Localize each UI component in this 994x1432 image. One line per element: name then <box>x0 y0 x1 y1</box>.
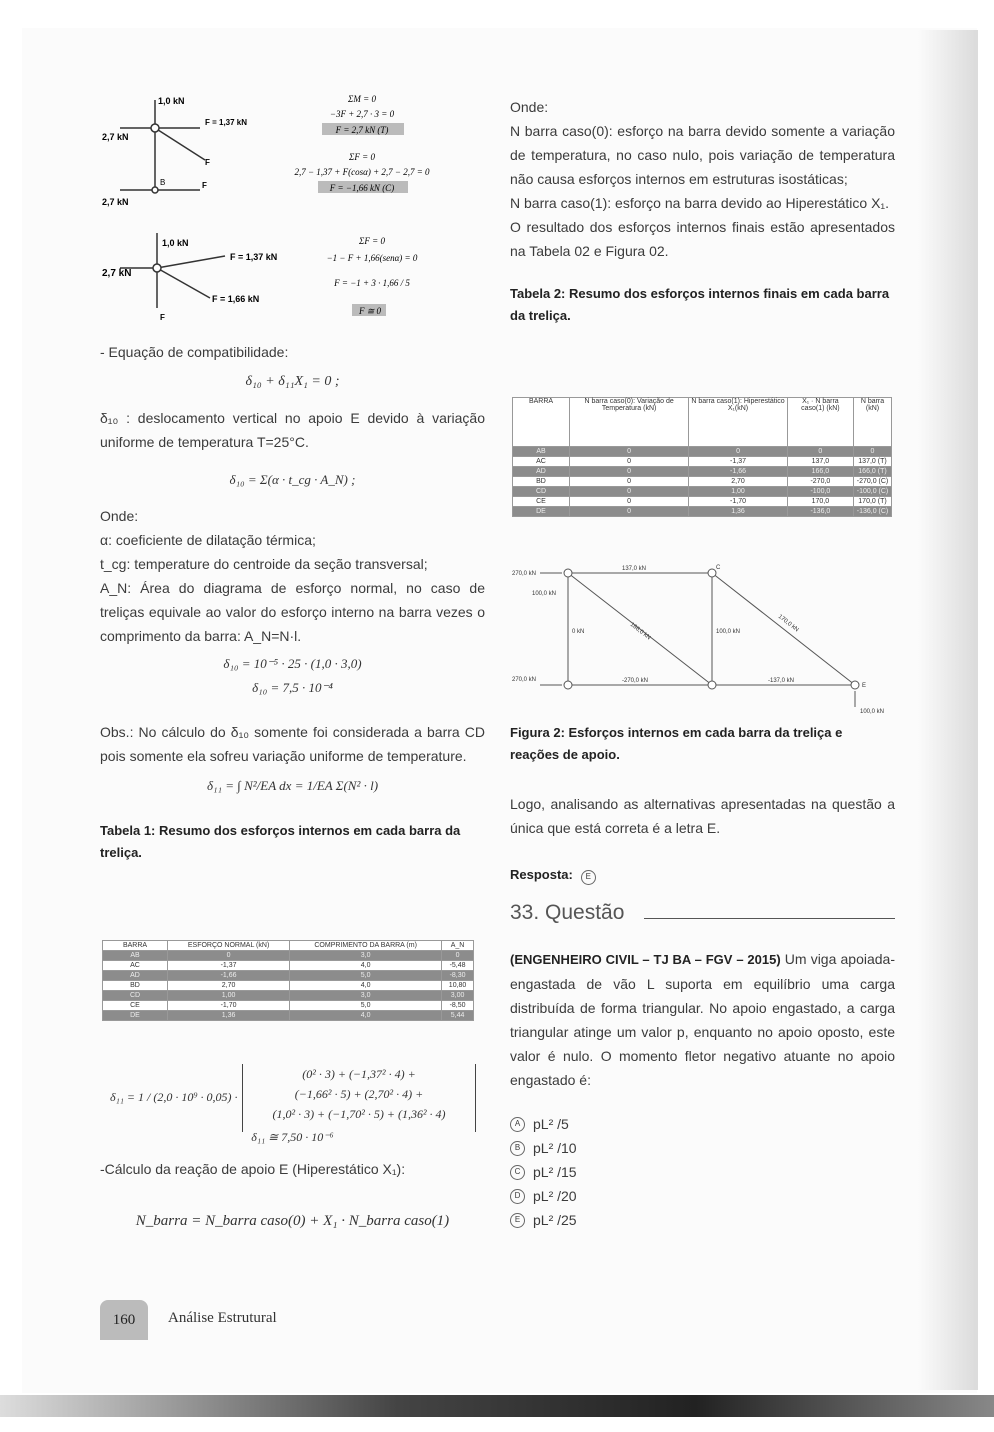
truss-diagram <box>510 555 900 715</box>
option-a[interactable] <box>510 1112 895 1136</box>
resposta-e-icon: E <box>581 870 596 885</box>
truss-label: 100,0 kN <box>532 591 557 597</box>
option-text: pL² /10 <box>533 1140 577 1156</box>
eq-delta10: δ₁₀ = Σ(α · t_cg · A_N) ; <box>229 472 356 487</box>
fig1-label-fad: F <box>205 158 210 167</box>
option-text: pL² /25 <box>533 1212 577 1228</box>
compat-intro: - Equação de compatibilidade: <box>100 344 289 360</box>
fig1-eq-2: −3F + 2,7 · 3 = 0 <box>329 109 395 119</box>
t2-header: N barra caso(1): Hiperestático X₁(kN) <box>689 398 788 447</box>
table2-title: Tabela 2: Resumo dos esforços internos finais em cada barra da treliça. <box>510 286 890 323</box>
onde-left: Onde: <box>100 508 139 524</box>
free-body-diagram-1 <box>100 90 500 220</box>
fig1-eq-5: 2,7 − 1,37 + F(cosα) + 2,7 − 2,7 = 0 <box>294 167 430 177</box>
truss-label: C <box>716 565 721 571</box>
options <box>510 1112 895 1232</box>
free-body-diagram-2 <box>100 228 500 328</box>
resposta-label: Resposta: <box>510 867 573 882</box>
truss-label: 166,0 kN <box>628 621 652 642</box>
option-letter-icon: E <box>510 1213 525 1228</box>
eq-big-bracket <box>242 1064 476 1132</box>
questao-title: 33. Questão <box>510 901 625 924</box>
right-column <box>510 95 895 327</box>
table-row: BD 0 2,70 -270,0 -270,0 (C) <box>513 477 892 487</box>
truss-label: -270,0 kN <box>622 678 649 684</box>
truss-label: E <box>862 683 867 689</box>
truss-label: 270,0 kN <box>512 677 537 683</box>
n0-def: N barra caso(0): esforço na barra devido somente a variação de temperatura, no caso nulo, pois variação de temperatura não causa esforços internos em estruturas isostáticas; <box>510 123 895 187</box>
eq-final: N_barra = N_barra caso(0) + X₁ · N_barra caso(1) <box>135 1213 450 1229</box>
an-def: A_N: Área do diagrama de esforço normal, no caso de treliças equivale ao valor do esforço interno na barra vezes o comprimento da barra: A_N=N·l. <box>100 580 485 644</box>
n1-def: N barra caso(1): esforço na barra devido ao Hiperestático X₁. <box>510 195 890 211</box>
left-column-bottom <box>100 1125 485 1233</box>
fig1-label-fac: F = 1,37 kN <box>205 118 248 127</box>
truss-label: 100,0 kN <box>860 709 885 715</box>
table-row: CD 0 1,00 -100,0 -100,0 (C) <box>513 487 892 497</box>
eq-big-rhs-line: (0² · 3) + (−1,37² · 4) + <box>302 1067 416 1081</box>
fig2-eq-1: ΣF = 0 <box>359 236 385 246</box>
truss-label: 137,0 kN <box>622 566 647 572</box>
option-e[interactable] <box>510 1208 895 1232</box>
fig1-eq-1: ΣM = 0 <box>348 94 376 104</box>
fig1-label-27kN-bottom: 2,7 kN <box>102 197 129 207</box>
t2-header: X₁ · N barra caso(1) (kN) <box>787 398 853 447</box>
truss-label: 100,0 kN <box>716 629 741 635</box>
truss-label: 270,0 kN <box>512 571 537 577</box>
eq-calc1: δ₁₀ = 10⁻⁵ · 25 · (1,0 · 3,0) <box>223 656 362 671</box>
logo-text: Logo, analisando as alternativas apresentadas na questão a única que está correta é a letra E. <box>510 796 895 836</box>
table1-title: Tabela 1: Resumo dos esforços internos em cada barra da treliça. <box>100 823 461 860</box>
fig2-label-fac: F = 1,37 kN <box>230 252 278 262</box>
fig2-eq-2: −1 − F + 1,66(senα) = 0 <box>326 253 418 263</box>
option-d[interactable] <box>510 1184 895 1208</box>
questao-body: Um viga apoiada-engastada de vão L suporta em equilíbrio uma carga distribuída de forma triangular. No apoio engastado, a carga triangular atinge um valor p, enquanto no apoio oposto, este valor é nulo. O momento fletor negativo atuante no apoio engastado é: <box>510 951 895 1088</box>
eq-big-rhs-line: (1,0² · 3) + (−1,70² · 5) + (1,36² · 4) <box>272 1107 446 1121</box>
table-row: CE -1,70 5,0 -8,50 <box>103 1001 474 1011</box>
obs: Obs.: No cálculo do δ₁₀ somente foi considerada a barra CD pois somente ela sofreu variação uniforme de temperature. <box>100 724 485 764</box>
table-row: DE 0 1,36 -136,0 -136,0 (C) <box>513 507 892 517</box>
fig2-label-27kN: 2,7 kN <box>102 268 132 279</box>
footer-title: Análise Estrutural <box>168 1310 277 1326</box>
option-text: pL² /5 <box>533 1116 569 1132</box>
option-b[interactable] <box>510 1136 895 1160</box>
table-row: AB 0 0 0 0 <box>513 447 892 457</box>
truss-label: 0 kN <box>572 629 585 635</box>
option-letter-icon: B <box>510 1141 525 1156</box>
alpha-def: α: coeficiente de dilatação térmica; <box>100 532 316 548</box>
eq-compat: δ₁₀ + δ₁₁X₁ = 0 ; <box>245 374 340 389</box>
fig1-label-b: B <box>160 178 166 187</box>
t1-header: BARRA <box>103 941 168 951</box>
option-letter-icon: D <box>510 1189 525 1204</box>
t2-header: BARRA <box>513 398 570 447</box>
table-row: DE 1,36 4,0 5,44 <box>103 1011 474 1021</box>
delta-def: δ₁₀ : deslocamento vertical no apoio E devido à variação uniforme de temperatura T=25°C. <box>100 410 485 450</box>
reacao: -Cálculo da reação de apoio E (Hiperestático X₁): <box>100 1161 406 1177</box>
eq-d11: δ₁₁ = ∫ N²/EA dx = 1/EA Σ(N² · l) <box>206 778 379 793</box>
table-row: AD 0 -1,66 166,0 166,0 (T) <box>513 467 892 477</box>
questao-rule <box>644 918 895 919</box>
truss-label: -137,0 kN <box>768 678 795 684</box>
fig1-eq-3: F = 2,7 kN (T) <box>335 125 389 135</box>
truss-label: 170,0 kN <box>776 613 800 634</box>
questao-header <box>510 901 895 925</box>
page-number: 160 <box>100 1300 148 1340</box>
t1-header: COMPRIMENTO DA BARRA (m) <box>290 941 442 951</box>
fig1-label-1kN: 1,0 kN <box>158 96 185 106</box>
t1-header: A_N <box>442 941 474 951</box>
option-text: pL² /20 <box>533 1188 577 1204</box>
eq-big-lhs: δ₁₁ = 1 / (2,0 · 10⁹ · 0,05) · <box>110 1090 238 1104</box>
fig1-eq-6: F = −1,66 kN (C) <box>329 183 395 193</box>
t1-header: ESFORÇO NORMAL (kN) <box>168 941 290 951</box>
eq-calc2: δ₁₀ = 7,5 · 10⁻⁴ <box>252 680 333 695</box>
fig2-label-1kN: 1,0 kN <box>162 238 189 248</box>
table-row: CD 1,00 3,0 3,00 <box>103 991 474 1001</box>
table-row: BD 2,70 4,0 10,80 <box>103 981 474 991</box>
option-letter-icon: A <box>510 1117 525 1132</box>
onde-right: Onde: <box>510 99 549 115</box>
right-column-2 <box>510 722 895 1232</box>
resposta <box>510 862 895 887</box>
t2-header: N barra (kN) <box>853 398 891 447</box>
fig2-label-fab: F <box>160 313 165 322</box>
table-row: AC -1,37 4,0 -5,48 <box>103 961 474 971</box>
questao-text <box>510 947 895 1092</box>
fig1-eq-4: ΣF = 0 <box>349 152 375 162</box>
table1 <box>102 940 474 1021</box>
option-c[interactable] <box>510 1160 895 1184</box>
result: O resultado dos esforços internos finais estão apresentados na Tabela 02 e Figura 02. <box>510 219 895 259</box>
fig2-eq-3: F = −1 + 3 · 1,66 / 5 <box>334 278 410 288</box>
tcg-def: t_cg: temperature do centroide da seção transversal; <box>100 556 428 572</box>
left-column <box>100 340 485 864</box>
fig2-label-fad: F = 1,66 kN <box>212 294 260 304</box>
questao-source: (ENGENHEIRO CIVIL – TJ BA – FGV – 2015) <box>510 952 781 967</box>
option-text: pL² /15 <box>533 1164 577 1180</box>
eq-d11-result: δ₁₁ ≅ 7,50 · 10⁻⁶ <box>251 1130 334 1144</box>
eq-big-rhs-line: (−1,66² · 5) + (2,70² · 4) + <box>294 1087 424 1101</box>
page-edge-shadow <box>918 30 978 1390</box>
table-row: CE 0 -1,70 170,0 170,0 (T) <box>513 497 892 507</box>
table-row: AD -1,66 5,0 -8,30 <box>103 971 474 981</box>
fig2-eq-4: F ≅ 0 <box>358 306 382 316</box>
fig1-label-27kN-top: 2,7 kN <box>102 132 129 142</box>
table-row: AB 0 3,0 0 <box>103 951 474 961</box>
bottom-scan-band <box>0 1395 994 1417</box>
fig1-label-fbd: F <box>202 181 207 190</box>
table2 <box>512 397 892 517</box>
table-row: AC 0 -1,37 137,0 137,0 (T) <box>513 457 892 467</box>
figure2-caption: Figura 2: Esforços internos em cada barra da treliça e reações de apoio. <box>510 725 843 762</box>
option-letter-icon: C <box>510 1165 525 1180</box>
t2-header: N barra caso(0): Variação de Temperatura (kN) <box>570 398 689 447</box>
